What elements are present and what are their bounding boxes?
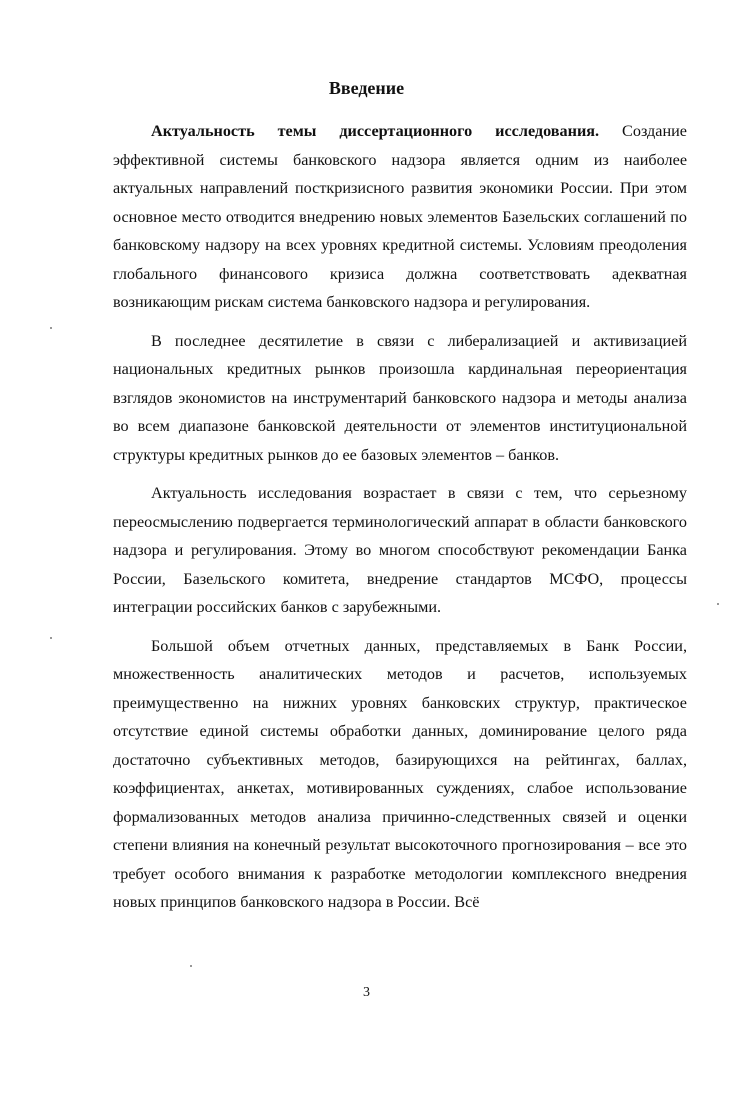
body-text bbox=[113, 117, 687, 927]
scan-speck bbox=[50, 327, 52, 329]
page-title: Введение bbox=[328, 78, 405, 98]
paragraph-4: Большой объем отчетных данных, представляемых в Банк России, множественность аналитических методов и расчетов, используемых преимущественно на нижних уровнях банковских структур, практическое отсутствие единой системы обработки данных, доминирование целого ряда достаточно субъективных методов, базирующихся на рейтингах, баллах, коэффициентах, анкетах, мотивированных суждениях, слабое использование формализованных методов анализа причинно-следственных связей и оценки степени влияния на конечный результат высокоточного прогнозирования – все это требует особого внимания к разработке методологии комплексного внедрения новых принципов банковского надзора в России. Всё bbox=[113, 636, 687, 911]
paragraph-3: Актуальность исследования возрастает в связи с тем, что серьезному переосмыслению подвергается терминологический аппарат в области банковского надзора и регулирования. Этому во многом способствуют рекомендации Банка России, Базельского комитета, внедрение стандартов МСФО, процессы интеграции российских банков с зарубежными. bbox=[113, 484, 687, 616]
paragraph-1 bbox=[113, 117, 687, 317]
scan-speck bbox=[190, 965, 192, 967]
paragraph-lead: Актуальность темы диссертационного исследования. bbox=[151, 122, 600, 140]
paragraph-2: В последнее десятилетие в связи с либерализацией и активизацией национальных кредитных рынков произошла кардинальная переориентация взглядов экономистов на инструментарий банковского надзора и методы анализа во всем диапазоне банковской деятельности от элементов институциональной структуры кредитных рынков до ее базовых элементов – банков. bbox=[113, 331, 687, 464]
scan-speck bbox=[50, 637, 52, 639]
scan-speck bbox=[717, 603, 719, 605]
page-number: 3 bbox=[363, 985, 370, 1000]
paragraph-text: Создание эффективной системы банковского надзора является одним из наиболее актуальных направлений посткризисного развития экономики России. При этом основное место отводится внедрению новых элементов Базельских соглашений по банковскому надзору на всех уровнях кредитной системы. Условиям преодоления глобального финансового кризиса должна соответствовать адекватная возникающим рискам система банковского надзора и регулирования. bbox=[113, 122, 687, 311]
